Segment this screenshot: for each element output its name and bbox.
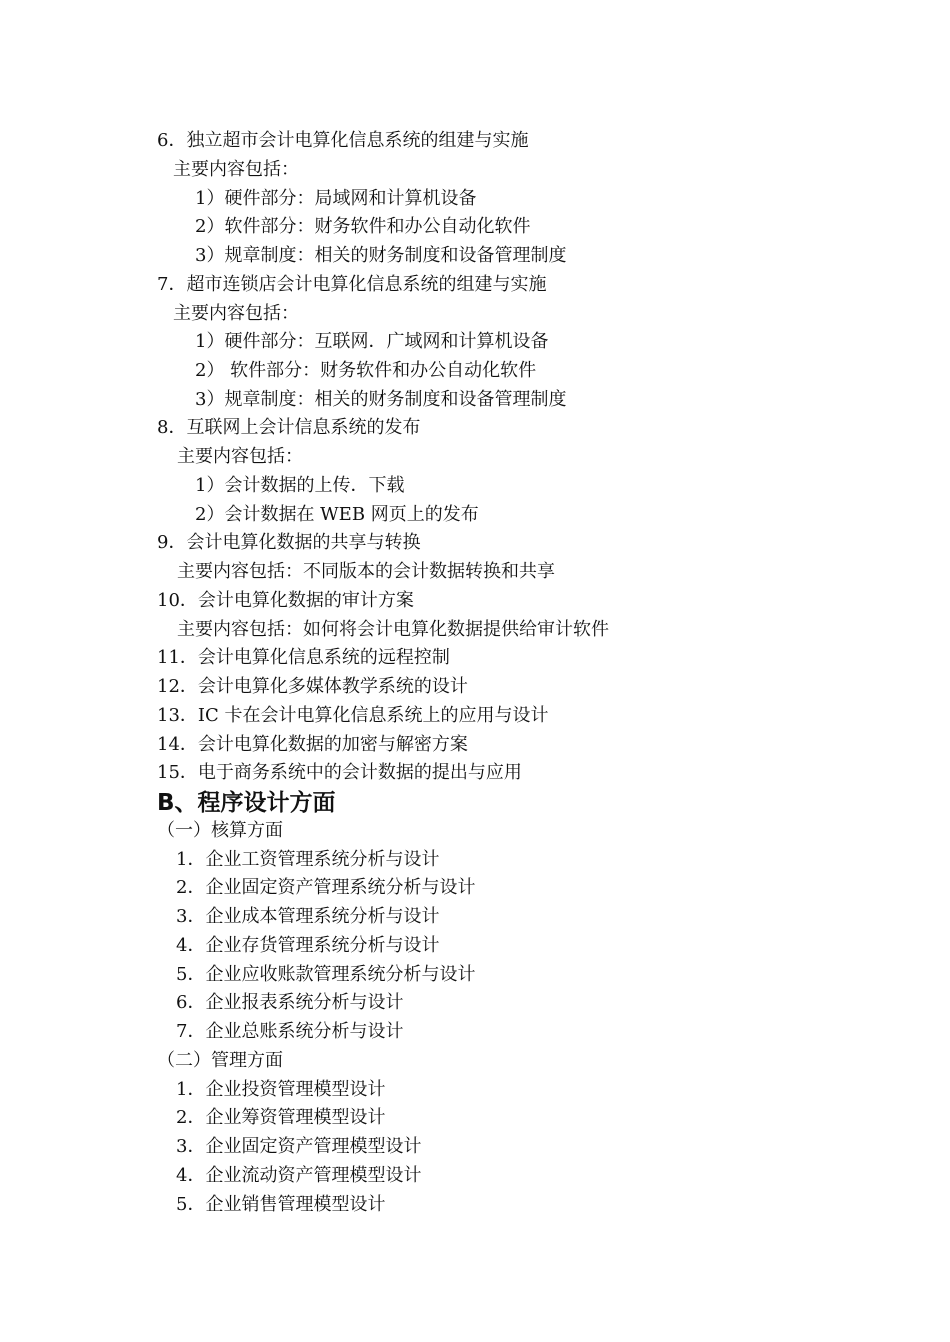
part-2-item-4: 4．企业流动资产管理模型设计 (176, 1165, 422, 1186)
part-1-item-2: 2．企业固定资产管理系统分析与设计 (176, 877, 476, 898)
part-2-item-1: 1．企业投资管理模型设计 (176, 1079, 386, 1100)
topic-9-contents: 主要内容包括：不同版本的会计数据转换和共享 (177, 561, 555, 582)
part-2-item-2: 2．企业筹资管理模型设计 (176, 1107, 386, 1128)
topic-15-title: 15．电于商务系统中的会计数据的提出与应用 (157, 762, 522, 783)
part-2-item-3: 3．企业固定资产管理模型设计 (176, 1136, 422, 1157)
part-1-item-4: 4．企业存货管理系统分析与设计 (176, 935, 440, 956)
topic-7-item-3: 3）规章制度：相关的财务制度和设备管理制度 (195, 389, 567, 410)
topic-7-contents-label: 主要内容包括： (173, 303, 299, 324)
topic-12-title: 12．会计电算化多媒体教学系统的设计 (157, 676, 468, 697)
topic-11-title: 11．会计电算化信息系统的远程控制 (157, 647, 450, 668)
part-1-item-3: 3．企业成本管理系统分析与设计 (176, 906, 440, 927)
topic-7-title: 7．超市连锁店会计电算化信息系统的组建与实施 (157, 274, 547, 295)
part-1-item-7: 7．企业总账系统分析与设计 (176, 1021, 404, 1042)
section-b-heading: B、程序设计方面 (157, 790, 336, 816)
part-1-item-6: 6．企业报表系统分析与设计 (176, 992, 404, 1013)
topic-6-item-1: 1）硬件部分：局域网和计算机设备 (195, 188, 477, 209)
topic-7-item-1: 1）硬件部分：互联网．广域网和计算机设备 (195, 331, 549, 352)
part-1-title: （一）核算方面 (157, 820, 283, 841)
topic-8-title: 8．互联网上会计信息系统的发布 (157, 417, 421, 438)
topic-8-contents-label: 主要内容包括： (177, 446, 303, 467)
part-2-title: （二）管理方面 (157, 1050, 283, 1071)
topic-13-title: 13．IC 卡在会计电算化信息系统上的应用与设计 (157, 705, 549, 726)
part-1-item-5: 5．企业应收账款管理系统分析与设计 (176, 964, 476, 985)
topic-14-title: 14．会计电算化数据的加密与解密方案 (157, 734, 468, 755)
topic-8-item-2: 2）会计数据在 WEB 网页上的发布 (195, 504, 479, 525)
topic-10-contents: 主要内容包括：如何将会计电算化数据提供给审计软件 (177, 619, 609, 640)
part-2-item-5: 5．企业销售管理模型设计 (176, 1194, 386, 1215)
topic-6-title: 6．独立超市会计电算化信息系统的组建与实施 (157, 130, 529, 151)
topic-6-item-3: 3）规章制度：相关的财务制度和设备管理制度 (195, 245, 567, 266)
part-1-item-1: 1．企业工资管理系统分析与设计 (176, 849, 440, 870)
topic-10-title: 10．会计电算化数据的审计方案 (157, 590, 414, 611)
topic-7-item-2: 2） 软件部分：财务软件和办公自动化软件 (195, 360, 537, 381)
topic-6-contents-label: 主要内容包括： (173, 159, 299, 180)
topic-8-item-1: 1）会计数据的上传．下载 (195, 475, 405, 496)
topic-6-item-2: 2）软件部分：财务软件和办公自动化软件 (195, 216, 531, 237)
topic-9-title: 9．会计电算化数据的共享与转换 (157, 532, 421, 553)
